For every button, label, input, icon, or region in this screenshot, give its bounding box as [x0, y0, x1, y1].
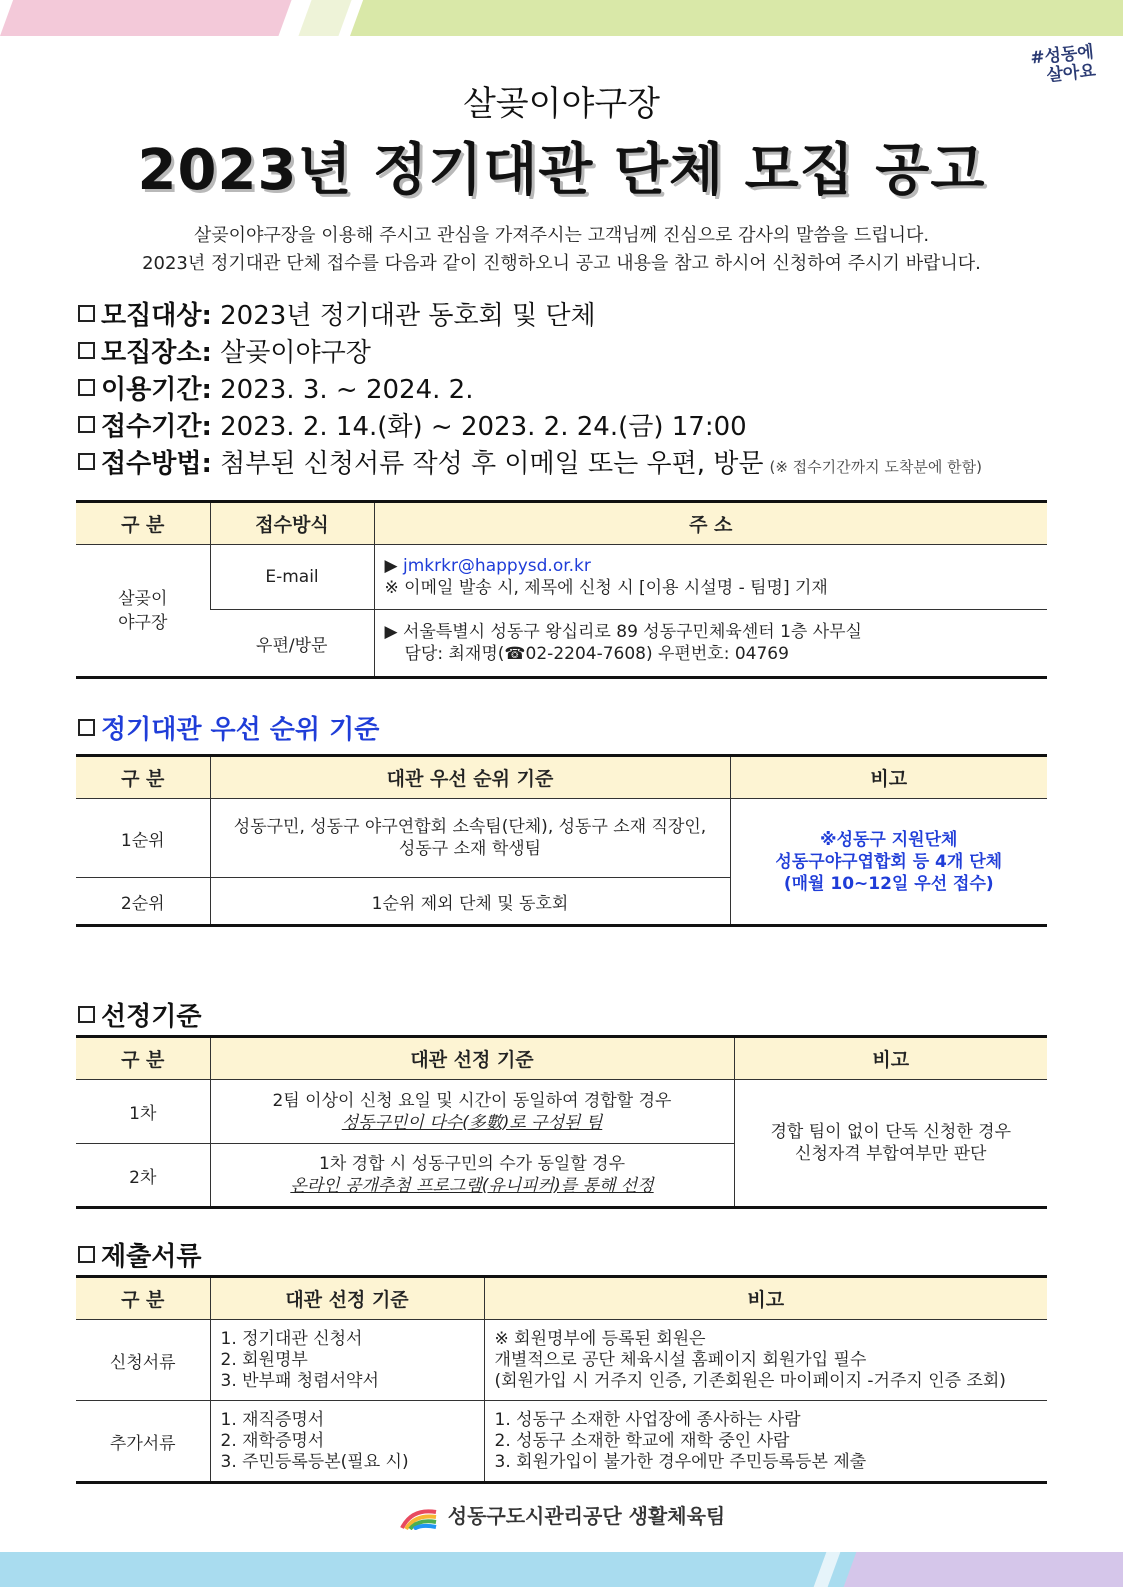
col-header: 구 분 — [76, 502, 210, 545]
checkbox-icon — [78, 305, 95, 322]
page-title: 2023년 정기대관 단체 모집 공고 — [137, 138, 986, 203]
col-header: 대관 우선 순위 기준 — [210, 756, 730, 799]
checkbox-icon — [78, 416, 95, 433]
col-header: 구 분 — [76, 1037, 210, 1080]
method-cell: E-mail — [210, 545, 374, 610]
selection-note-cell: 경합 팀이 없이 단독 신청한 경우 신청자격 부합여부만 판단 — [734, 1080, 1047, 1208]
rainbow-logo-icon — [398, 1506, 440, 1530]
criteria-cell: 1순위 제외 단체 및 동호회 — [210, 878, 730, 926]
doc-list-cell: 1. 재직증명서 2. 재학증명서 3. 주민등록등본(필요 시) — [210, 1401, 484, 1483]
priority-table — [76, 754, 1047, 927]
col-header: 구 분 — [76, 756, 210, 799]
criteria-cell — [210, 1144, 734, 1208]
intro-line-1: 살곶이야구장을 이용해 주시고 관심을 가져주시는 고객님께 진심으로 감사의 말씀을 드립니다. — [193, 225, 930, 246]
table-header-row — [76, 502, 1047, 545]
col-header: 구 분 — [76, 1277, 210, 1320]
table-row — [76, 610, 1047, 678]
info-row — [78, 446, 1058, 483]
post-address: ▶ 서울특별시 성동구 왕십리로 89 성동구민체육센터 1층 사무실 — [384, 622, 862, 642]
selection-heading-text: 선정기준 — [101, 1002, 202, 1032]
info-key: 모집대상: — [101, 301, 212, 331]
col-header: 접수방식 — [210, 502, 374, 545]
info-value: 살곶이야구장 — [211, 338, 371, 368]
checkbox-icon — [78, 1006, 95, 1023]
table-row — [76, 1401, 1047, 1483]
info-value: 첨부된 신청서류 작성 후 이메일 또는 우편, 방문 — [211, 449, 764, 479]
method-cell: 우편/방문 — [210, 610, 374, 678]
table-row — [76, 1080, 1047, 1144]
documents-table — [76, 1275, 1047, 1484]
info-value: 2023. 2. 14.(화) ~ 2023. 2. 24.(금) 17:00 — [211, 412, 747, 442]
info-value: 2023년 정기대관 동호회 및 단체 — [211, 301, 596, 331]
intro-text — [0, 222, 1123, 278]
email-link[interactable]: jmkrkr@happysd.or.kr — [402, 556, 591, 576]
info-row — [78, 409, 1058, 446]
info-value: 2023. 3. ~ 2024. 2. — [211, 375, 474, 405]
submission-table — [76, 500, 1047, 679]
info-note: (※ 접수기간까지 도착분에 한함) — [769, 458, 982, 476]
table-row — [76, 1320, 1047, 1401]
email-line — [385, 555, 1038, 577]
checkbox-icon — [78, 1246, 95, 1263]
address-cell — [374, 610, 1047, 678]
info-key: 이용기간: — [101, 375, 212, 405]
info-list — [78, 298, 1058, 483]
brand-logo-line: 살아요 — [1045, 60, 1097, 87]
col-header: 주 소 — [374, 502, 1047, 545]
col-header: 비고 — [730, 756, 1047, 799]
bottom-blue-stripe — [0, 1552, 900, 1587]
table-row — [76, 545, 1047, 610]
col-header: 대관 선정 기준 — [210, 1277, 484, 1320]
priority-heading-text: 정기대관 우선 순위 기준 — [101, 715, 380, 745]
info-key: 접수기간: — [101, 412, 212, 442]
table-header-row — [76, 756, 1047, 799]
priority-heading — [78, 709, 379, 746]
top-pink-stripe — [0, 0, 303, 36]
footer-org: 성동구도시관리공단 생활체육팀 — [447, 1504, 726, 1528]
col-header: 대관 선정 기준 — [210, 1037, 734, 1080]
criteria-line: 2팀 이상이 신청 요일 및 시간이 동일하여 경합할 경우 — [272, 1090, 672, 1111]
address-cell — [374, 545, 1047, 610]
venue-subtitle: 살곶이야구장 — [462, 84, 661, 124]
checkbox-icon — [78, 719, 95, 736]
rank-cell: 1순위 — [76, 799, 210, 878]
col-header: 비고 — [484, 1277, 1047, 1320]
top-green-stripe — [350, 0, 1123, 36]
selection-heading — [78, 996, 201, 1033]
doc-note-cell: ※ 회원명부에 등록된 회원은 개별적으로 공단 체육시설 홈페이지 회원가입 필수 (회원가입 시 거주지 인증, 기존회원은 마이페이지 -거주지 인증 조회) — [484, 1320, 1047, 1401]
documents-heading — [78, 1236, 201, 1273]
documents-heading-text: 제출서류 — [101, 1242, 202, 1272]
info-key: 접수방법: — [101, 449, 212, 479]
intro-line-2: 2023년 정기대관 단체 접수를 다음과 같이 진행하오니 공고 내용을 참고 하시어 신청하여 주시기 바랍니다. — [142, 253, 981, 274]
brand-logo-line: #성동에 — [1029, 42, 1095, 69]
col-header: 비고 — [734, 1037, 1047, 1080]
doc-note-cell: 1. 성동구 소재한 사업장에 종사하는 사람 2. 성동구 소재한 학교에 재학 중인 사람 3. 회원가입이 불가한 경우에만 주민등록등본 제출 — [484, 1401, 1047, 1483]
priority-note-cell: ※성동구 지원단체 성동구야구엽합회 등 4개 단체 (매월 10~12일 우선 접수) — [730, 799, 1047, 926]
info-row — [78, 335, 1058, 372]
post-contact: 담당: 최재명(☎02-2204-7608) 우편번호: 04769 — [404, 644, 789, 664]
selection-table — [76, 1035, 1047, 1209]
doc-kind-cell: 추가서류 — [76, 1401, 210, 1483]
doc-kind-cell: 신청서류 — [76, 1320, 210, 1401]
bottom-purple-stripe — [844, 1552, 1123, 1587]
footer — [0, 1500, 1123, 1530]
arrow-icon: ▶ — [384, 556, 403, 576]
order-cell: 1차 — [76, 1080, 210, 1144]
checkbox-icon — [78, 453, 95, 470]
top-pale-stripe — [298, 0, 351, 36]
venue-cell: 살곶이 야구장 — [76, 545, 210, 678]
info-key: 모집장소: — [101, 338, 212, 368]
checkbox-icon — [78, 342, 95, 359]
table-header-row — [76, 1277, 1047, 1320]
checkbox-icon — [78, 379, 95, 396]
doc-list-cell: 1. 정기대관 신청서 2. 회원명부 3. 반부패 청렴서약서 — [210, 1320, 484, 1401]
rank-cell: 2순위 — [76, 878, 210, 926]
order-cell: 2차 — [76, 1144, 210, 1208]
criteria-cell: 성동구민, 성동구 야구연합회 소속팀(단체), 성동구 소재 직장인, 성동구 소재 학생팀 — [210, 799, 730, 878]
criteria-cell — [210, 1080, 734, 1144]
criteria-line: 1차 경합 시 성동구민의 수가 동일할 경우 — [319, 1154, 625, 1174]
criteria-emphasis: 온라인 공개추첨 프로그램(유니피커)를 통해 선정 — [290, 1176, 654, 1196]
table-row — [76, 799, 1047, 878]
table-header-row — [76, 1037, 1047, 1080]
info-row — [78, 372, 1058, 409]
criteria-emphasis: 성동구민이 다수(多數)로 구성된 팀 — [341, 1112, 603, 1133]
info-row — [78, 298, 1058, 335]
email-note: ※ 이메일 발송 시, 제목에 신청 시 [이용 시설명 - 팀명] 기재 — [384, 578, 828, 598]
